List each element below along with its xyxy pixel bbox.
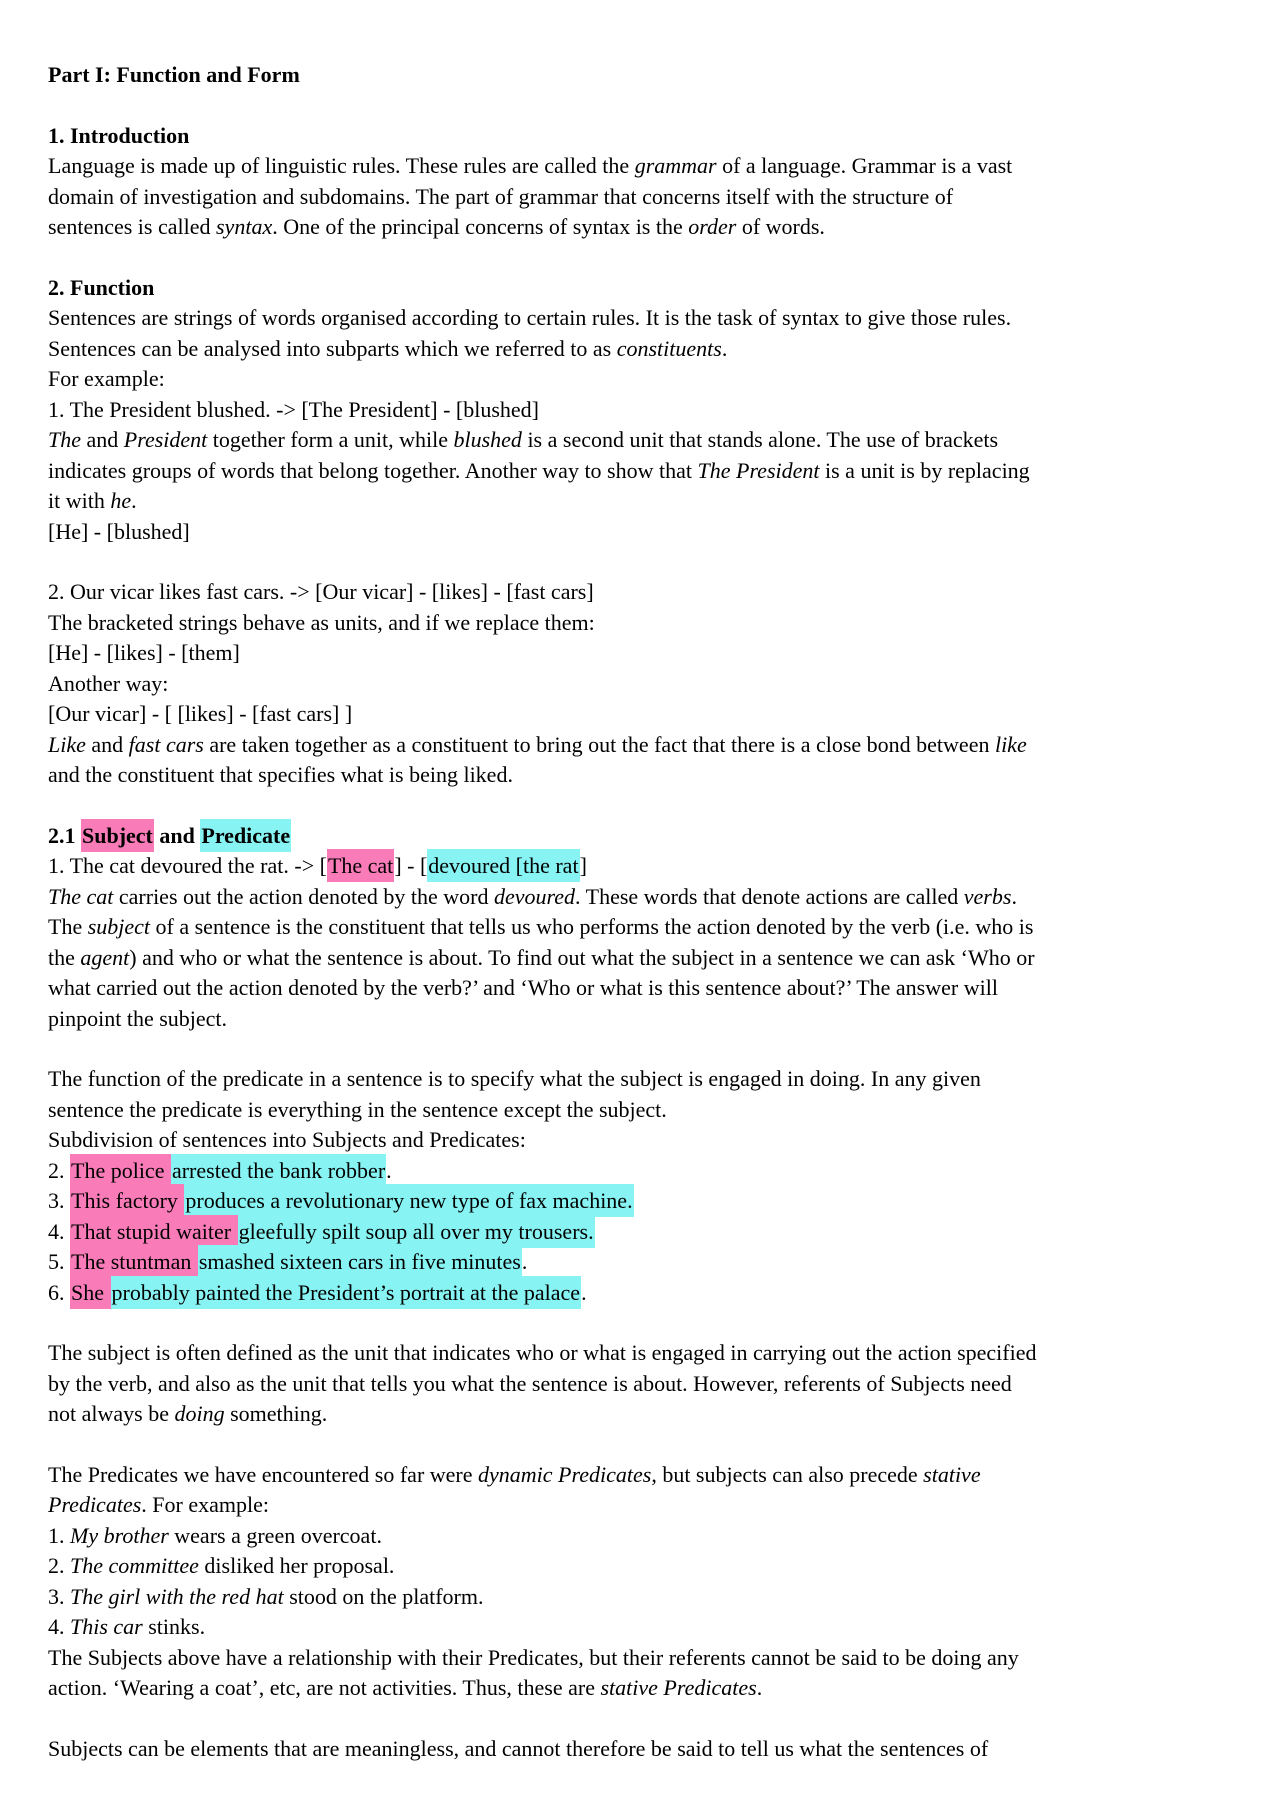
text-run: are taken together as a constituent to bring out the fact that there is a close bond between	[203, 731, 995, 757]
text-run: 1. Introduction	[48, 122, 190, 148]
text-run: Part I: Function and Form	[48, 62, 300, 87]
text-run: blushed	[453, 427, 522, 452]
text-run: The bracketed strings behave as units, and if we replace them:	[48, 609, 595, 635]
text-run: The committee	[70, 1553, 199, 1578]
text-line	[48, 182, 1250, 213]
text-run: [He] - [likes] - [them]	[48, 640, 240, 665]
text-run: . One of the principal concerns of syntax is the	[272, 214, 689, 239]
text-line	[48, 1125, 1250, 1156]
blank-line	[48, 91, 1250, 121]
highlight-pink: The stuntman	[70, 1245, 198, 1278]
text-line	[48, 1247, 1250, 1278]
text-run: My brother	[70, 1522, 169, 1548]
text-line	[48, 1521, 1250, 1552]
text-run: what carried out the action denoted by the verb?’ and ‘Who or what is this sentence about?’ The answer will	[48, 975, 998, 1000]
text-run: ]	[579, 853, 587, 878]
text-line	[48, 730, 1250, 761]
text-run: disliked her proposal.	[198, 1553, 395, 1578]
text-run: and	[85, 731, 129, 757]
text-run: The cat	[48, 883, 114, 909]
text-line	[48, 882, 1250, 913]
highlight-pink: This factory	[70, 1184, 184, 1217]
text-run: [Our vicar] - [ [likes] - [fast cars] ]	[48, 701, 353, 726]
text-run: Language is made up of linguistic rules. These rules are called the	[48, 153, 635, 178]
blank-line	[48, 243, 1250, 273]
text-line	[48, 943, 1250, 974]
text-run: [He] - [blushed]	[48, 518, 190, 544]
text-run: sentence the predicate is everything in the sentence except the subject.	[48, 1096, 667, 1122]
text-line	[48, 1490, 1250, 1521]
text-run: The President	[697, 457, 820, 483]
text-line	[48, 1186, 1250, 1217]
text-run: subject	[87, 914, 151, 939]
text-line	[48, 456, 1250, 487]
text-run: action. ‘Wearing a coat’, etc, are not activities. Thus, these are	[48, 1675, 601, 1700]
highlight-pink: The police	[70, 1154, 171, 1187]
text-run: .	[521, 1249, 528, 1274]
text-line	[48, 334, 1250, 365]
text-run: Another way:	[48, 670, 169, 696]
text-run: syntax	[216, 214, 273, 239]
text-line	[48, 608, 1250, 639]
text-run: , but subjects can also precede	[651, 1461, 924, 1487]
text-run: by the verb, and also as the unit that tells you what the sentence is about. However, referents of Subjects need	[48, 1370, 1012, 1396]
text-run: and the constituent that specifies what is being liked.	[48, 762, 513, 787]
text-run: President	[123, 427, 208, 452]
text-run: agent	[80, 944, 130, 970]
text-run: and	[153, 822, 201, 848]
text-line	[48, 1004, 1250, 1035]
highlight-pink: Subject	[81, 819, 154, 852]
text-run: .	[581, 1279, 587, 1305]
highlight-cyan: smashed sixteen cars in five minutes	[198, 1245, 522, 1278]
text-run: .	[1011, 883, 1017, 909]
highlight-pink: That stupid waiter	[70, 1215, 238, 1248]
text-run: Sentences are strings of words organised according to certain rules. It is the task of syntax to give those rules.	[48, 305, 1012, 330]
text-run: ) and who or what the sentence is about. To find out what the subject in a sentence we can ask ‘Who or	[129, 944, 1035, 970]
heading-line	[48, 273, 1250, 304]
text-run: is a second unit that stands alone. The use of brackets	[521, 427, 999, 452]
text-run: together form a unit, while	[207, 427, 454, 452]
highlight-cyan: devoured [the rat	[427, 849, 579, 882]
text-run: The	[48, 427, 81, 452]
text-run: doing	[174, 1401, 225, 1426]
text-run: stinks.	[142, 1614, 206, 1639]
text-line	[48, 486, 1250, 517]
text-run: order	[688, 214, 737, 239]
blank-line	[48, 1034, 1250, 1064]
text-line	[48, 1612, 1250, 1643]
text-run: The	[48, 914, 88, 939]
text-line	[48, 395, 1250, 426]
blank-line	[48, 547, 1250, 577]
text-run: 1. The cat devoured the rat. -> [	[48, 853, 327, 878]
highlight-cyan: Predicate	[200, 819, 291, 852]
text-run: fast cars	[128, 731, 204, 757]
text-run: Predicates	[48, 1492, 142, 1517]
text-run: Subjects can be elements that are meaningless, and cannot therefore be said to tell us what the sentences of	[48, 1735, 989, 1761]
text-line	[48, 1064, 1250, 1095]
text-run: This car	[70, 1614, 143, 1639]
text-line	[48, 760, 1250, 791]
heading-line	[48, 60, 1250, 91]
text-run: stative Predicates	[600, 1675, 757, 1700]
text-run: dynamic Predicates	[478, 1461, 652, 1487]
text-run: the	[48, 944, 81, 970]
text-run: of a sentence is the constituent that tells us who performs the action denoted by the verb (i.e. who is	[150, 914, 1034, 939]
text-line	[48, 577, 1250, 608]
text-run: The function of the predicate in a sentence is to specify what the subject is engaged in doing. In any given	[48, 1066, 981, 1091]
text-run: 6.	[48, 1279, 70, 1305]
text-run: stood on the platform.	[283, 1583, 484, 1609]
text-run: 2. Our vicar likes fast cars. -> [Our vicar] - [likes] - [fast cars]	[48, 579, 594, 604]
text-line	[48, 1643, 1250, 1674]
text-run: of words.	[736, 214, 825, 239]
text-line	[48, 912, 1250, 943]
text-run: . For example:	[141, 1492, 269, 1517]
heading-line	[48, 821, 1250, 852]
text-line	[48, 1156, 1250, 1187]
text-line	[48, 1095, 1250, 1126]
text-run: he	[110, 488, 132, 513]
text-run: Subdivision of sentences into Subjects and Predicates:	[48, 1127, 526, 1152]
text-run: grammar	[634, 153, 717, 178]
text-line	[48, 1338, 1250, 1369]
text-line	[48, 1217, 1250, 1248]
text-run: 4.	[48, 1218, 70, 1244]
highlight-cyan: produces a revolutionary new type of fax machine.	[184, 1184, 633, 1217]
text-line	[48, 638, 1250, 669]
text-run: .	[131, 488, 137, 513]
text-run: . These words that denote actions are called	[575, 883, 964, 909]
text-run: something.	[224, 1401, 328, 1426]
blank-line	[48, 1704, 1250, 1734]
text-run: The Predicates we have encountered so far were	[48, 1461, 479, 1487]
highlight-cyan: gleefully spilt soup all over my trousers.	[238, 1215, 595, 1248]
text-run: The Subjects above have a relationship with their Predicates, but their referents cannot be said to be doing any	[48, 1644, 1019, 1670]
text-run: domain of investigation and subdomains. The part of grammar that concerns itself with the structure of	[48, 183, 954, 209]
text-line	[48, 1460, 1250, 1491]
text-run: 2. Function	[48, 274, 155, 300]
text-run: wears a green overcoat.	[168, 1522, 382, 1548]
text-run: .	[756, 1675, 763, 1700]
text-run: like	[994, 731, 1027, 757]
text-run: 5.	[48, 1249, 70, 1274]
text-line	[48, 973, 1250, 1004]
text-line	[48, 1399, 1250, 1430]
highlight-pink: The cat	[327, 849, 394, 882]
text-line	[48, 669, 1250, 700]
text-run: sentences is called	[48, 214, 216, 239]
text-line	[48, 1673, 1250, 1704]
text-run: 1. The President blushed. -> [The President] - [blushed]	[48, 396, 540, 422]
text-run: it with	[48, 488, 111, 513]
text-line	[48, 212, 1250, 243]
text-run: carries out the action denoted by the word	[113, 883, 494, 909]
text-run: 3.	[48, 1188, 70, 1213]
text-run: is a unit is by replacing	[819, 457, 1030, 483]
text-run: Like	[48, 731, 86, 757]
text-run: 2.	[48, 1157, 70, 1183]
text-line	[48, 1734, 1250, 1765]
text-run: not always be	[48, 1401, 175, 1426]
text-line	[48, 364, 1250, 395]
text-line	[48, 1369, 1250, 1400]
text-run: ] - [	[394, 853, 428, 878]
text-line	[48, 1582, 1250, 1613]
blank-line	[48, 1430, 1250, 1460]
text-line	[48, 1278, 1250, 1309]
text-line	[48, 303, 1250, 334]
blank-line	[48, 791, 1250, 821]
text-run: 2.	[48, 1553, 70, 1578]
text-run: The subject is often defined as the unit that indicates who or what is engaged in carrying out the action specified	[48, 1340, 1037, 1365]
text-line	[48, 851, 1250, 882]
highlight-pink: She	[70, 1276, 111, 1309]
text-line	[48, 425, 1250, 456]
text-run: pinpoint the subject.	[48, 1005, 228, 1031]
text-run: 2.1	[48, 822, 81, 848]
text-run: stative	[923, 1461, 981, 1487]
text-run: of a language. Grammar is a vast	[716, 153, 1013, 178]
text-run: and	[81, 427, 124, 452]
highlight-cyan: arrested the bank robber	[171, 1154, 386, 1187]
text-run: .	[386, 1157, 392, 1183]
text-run: indicates groups of words that belong together. Another way to show that	[48, 457, 698, 483]
text-run: Sentences can be analysed into subparts which we referred to as	[48, 335, 617, 361]
text-run: .	[721, 335, 728, 361]
text-line	[48, 1551, 1250, 1582]
text-line	[48, 699, 1250, 730]
highlight-cyan: probably painted the President’s portrait at the palace	[111, 1276, 582, 1309]
text-line	[48, 517, 1250, 548]
blank-line	[48, 1308, 1250, 1338]
text-run: 3.	[48, 1583, 70, 1609]
text-run: The girl with the red hat	[70, 1583, 284, 1609]
text-line	[48, 151, 1250, 182]
text-run: For example:	[48, 366, 165, 391]
text-run: constituents	[616, 335, 722, 361]
text-run: 4.	[48, 1614, 70, 1639]
text-run: verbs	[963, 883, 1012, 909]
heading-line	[48, 121, 1250, 152]
text-run: devoured	[494, 883, 576, 909]
text-run: 1.	[48, 1522, 70, 1548]
